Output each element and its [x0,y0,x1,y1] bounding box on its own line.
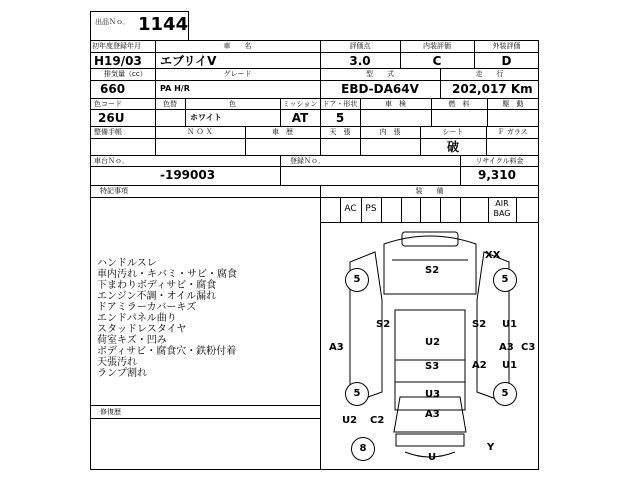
damage-rear-u3: U3 [425,389,441,400]
hdr-roof: 天 張 [329,128,351,136]
damage-bottom-u: U [428,452,437,463]
hdr-interior-trim: 内 張 [379,128,401,136]
remark-item: ドアミラーカバーキズ [97,302,197,313]
hdr-fuel: 燃 料 [448,100,470,108]
rear-right-tire: 5 [493,382,517,406]
damage-bottom-y: Y [487,442,495,453]
row-line [90,197,539,198]
lot-number: 1144 [138,14,189,35]
damage-left-side: A3 [329,342,344,353]
row-line [90,138,539,139]
equip-airbag: AIR BAG [493,199,511,218]
first-registration-value: H19/03 [94,54,142,68]
hdr-doors: ドア・形状 [322,100,358,108]
hdr-chassis-no: 車台Ｎｏ． [94,157,129,165]
hdr-nox: Ｎ Ｏ Ｘ [187,128,213,136]
hdr-mileage: 走 行 [475,70,504,78]
hdr-repair-history: 修復歴 [100,408,121,416]
row-line [90,418,320,419]
hdr-color-code: 色コード [94,100,122,108]
damage-roof: S2 [425,265,440,276]
transmission-value: AT [291,111,309,125]
rear-left-tire: 5 [345,382,369,406]
equip-line [440,197,441,222]
remark-item: エンドパネル曲り [97,313,177,324]
row-line [90,109,539,110]
damage-right-u1-top: U1 [502,319,518,330]
hdr-registration-no: 登録Ｎｏ． [290,157,325,165]
row-line [90,126,539,127]
equip-ac: AC [344,204,357,214]
remark-item: ハンドルスレ [97,258,157,269]
equip-line [420,197,421,222]
grade-value: PA H/R [160,84,190,93]
recycle-fee-value: 9,310 [478,168,516,182]
color-code-value: 26U [98,111,125,125]
remark-item: ランプ割れ [97,368,147,379]
exterior-value: D [501,54,512,68]
color-value: ホワイト [190,113,222,122]
displacement-value: 660 [100,82,126,96]
hdr-glass: Ｆ ガラス [497,128,528,136]
damage-rear-c2: C2 [370,415,385,426]
damage-right-a3: A3 [499,342,514,353]
hdr-recycle-fee: リサイクル料金 [475,157,524,165]
damage-right-front-door: S2 [472,319,487,330]
remark-item: 荷室キズ・凹み [97,335,167,346]
remark-item: 車内汚れ・キバミ・サビ・腐食 [97,269,237,280]
remark-item: ボディサビ・腐食穴・鉄粉付着 [97,346,237,357]
hdr-exterior: 外装評価 [492,42,521,50]
row-line [90,98,539,99]
hdr-seat: シート [442,128,464,136]
hdr-displacement: 排気量（cc） [104,70,147,78]
equip-ps: PS [365,204,377,214]
damage-right-a2: A2 [472,360,487,371]
damage-right-u1-bottom: U1 [502,360,518,371]
equip-line [401,197,402,222]
hdr-remarks: 特記事項 [100,187,128,195]
mileage-value: 202,017 Km [452,82,533,96]
row-line [90,80,539,81]
remark-item: 天張汚れ [97,357,137,368]
hdr-maintenance: 整備手帳 [94,128,122,136]
doors-value: 5 [335,111,345,125]
hdr-equipment: 装 備 [415,187,444,195]
col-line [280,155,281,185]
damage-xx: XX [485,250,501,261]
hdr-color-change: 色替 [163,100,177,108]
hdr-car-name: 車 名 [223,42,252,50]
model-code-value: EBD-DA64V [341,82,419,96]
hdr-drive: 駆 動 [502,100,524,108]
remark-item: エンジン不調・オイル漏れ [97,291,216,302]
remark-item: 下まわりボディサビ・腐食 [97,280,217,291]
row-line [90,405,320,406]
front-right-tire: 5 [493,268,517,292]
lot-label: 出品Ｎｏ． [95,18,130,26]
equip-line [381,197,382,222]
hdr-first-registration: 初年度登録年月 [92,42,141,50]
front-left-tire: 5 [345,268,369,292]
score-value: 3.0 [349,54,371,68]
equip-line [516,197,517,222]
rear-bumper [396,434,464,446]
spare-tire: 8 [351,437,375,461]
damage-left-front-door: S2 [376,319,391,330]
hdr-color: 色 [229,100,236,108]
damage-rear-a3: A3 [425,409,440,420]
chassis-no-value: -199003 [160,168,216,182]
row-line [90,68,539,69]
hdr-history: 車 歴 [272,128,293,136]
hdr-inspection: 車 検 [385,100,406,108]
car-name-value: エブリイV [160,54,217,68]
interior-trim-value: 破 [446,140,459,154]
equip-line [460,197,461,222]
remark-item: スタッドレスタイヤ [97,324,187,335]
damage-rear-u2: U2 [342,415,358,426]
hdr-interior: 内装評価 [423,42,451,50]
front-windshield [402,232,458,246]
damage-right-c3: C3 [521,342,536,353]
row-line [90,155,539,156]
interior-value: C [432,54,442,68]
row-line [90,52,539,53]
hdr-transmission: ミッション [282,100,318,108]
hdr-grade: グレード [223,70,252,78]
damage-center-bottom: S3 [425,361,440,372]
row-line [90,185,539,186]
hdr-model-code: 型 式 [366,70,394,78]
hdr-score: 評価点 [349,42,371,50]
damage-center-top: U2 [425,337,441,348]
row-line [90,166,539,167]
